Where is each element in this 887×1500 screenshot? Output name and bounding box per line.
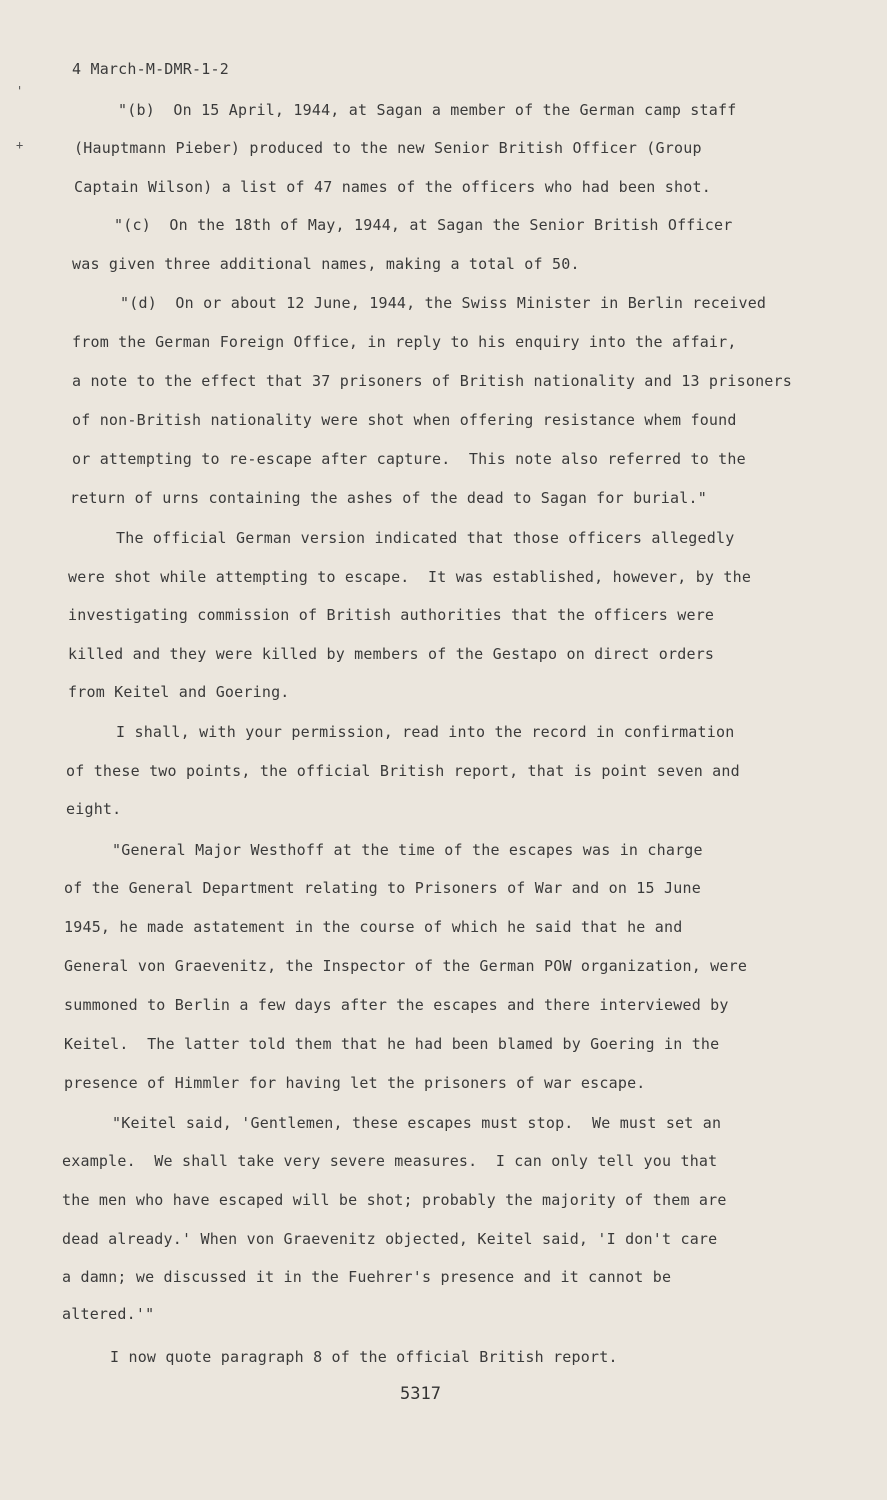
text-line: presence of Himmler for having let the prisoners of war escape. [64,1074,646,1092]
margin-mark: ' [16,84,24,98]
text-line: I now quote paragraph 8 of the official British report. [110,1348,618,1366]
text-line: "(c) On the 18th of May, 1944, at Sagan the Senior British Officer [114,216,733,234]
text-line: of the General Department relating to Prisoners of War and on 15 June [64,879,701,897]
text-line: summoned to Berlin a few days after the escapes and there interviewed by [64,996,729,1014]
text-line: killed and they were killed by members of the Gestapo on direct orders [68,645,715,663]
text-line: eight. [66,800,122,818]
text-line: "(b) On 15 April, 1944, at Sagan a member of the German camp staff [118,101,737,119]
text-line: return of urns containing the ashes of the dead to Sagan for burial." [70,489,707,507]
text-line: from Keitel and Goering. [68,683,290,701]
text-line: example. We shall take very severe measures. I can only tell you that [62,1152,718,1170]
document-header: 4 March-M-DMR-1-2 [72,60,229,78]
text-line: General von Graevenitz, the Inspector of the German POW organization, were [64,957,748,975]
text-line: a damn; we discussed it in the Fuehrer's presence and it cannot be [62,1268,672,1286]
text-line: Keitel. The latter told them that he had been blamed by Goering in the [64,1035,720,1053]
text-line: was given three additional names, making a total of 50. [72,255,580,273]
text-line: (Hauptmann Pieber) produced to the new Senior British Officer (Group [74,139,702,157]
text-line: Captain Wilson) a list of 47 names of the officers who had been shot. [74,178,711,196]
margin-mark: + [16,138,24,152]
text-line: The official German version indicated that those officers allegedly [116,529,735,547]
text-line: I shall, with your permission, read into the record in confirmation [116,723,735,741]
text-line: 1945, he made astatement in the course of which he said that he and [64,918,683,936]
text-line: investigating commission of British authorities that the officers were [68,606,715,624]
text-line: "(d) On or about 12 June, 1944, the Swiss Minister in Berlin received [120,294,767,312]
text-line: the men who have escaped will be shot; probably the majority of them are [62,1191,727,1209]
text-line: of these two points, the official British report, that is point seven and [66,762,740,780]
text-line: from the German Foreign Office, in reply to his enquiry into the affair, [72,333,737,351]
text-line: "Keitel said, 'Gentlemen, these escapes must stop. We must set an [112,1114,722,1132]
text-line: altered.'" [62,1305,155,1323]
text-line: a note to the effect that 37 prisoners of British nationality and 13 prisoners [72,372,792,390]
page-number: 5317 [400,1384,441,1404]
text-line: dead already.' When von Graevenitz objected, Keitel said, 'I don't care [62,1230,718,1248]
text-line: of non-British nationality were shot when offering resistance whem found [72,411,737,429]
text-line: were shot while attempting to escape. It was established, however, by the [68,568,752,586]
text-line: "General Major Westhoff at the time of the escapes was in charge [112,841,703,859]
text-line: or attempting to re-escape after capture. This note also referred to the [72,450,746,468]
